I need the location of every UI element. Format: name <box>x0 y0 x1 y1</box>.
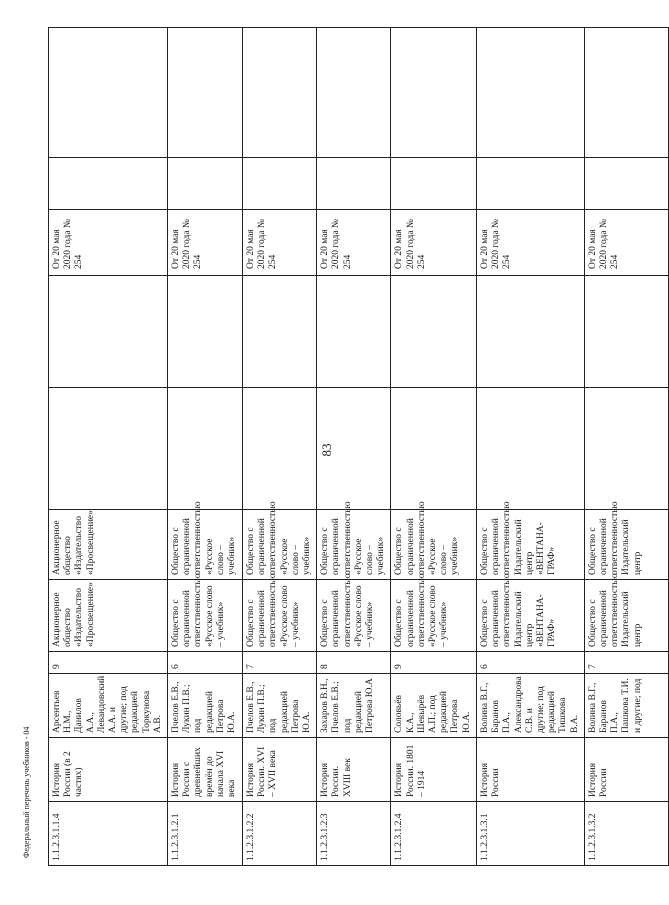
table-row <box>476 28 584 866</box>
cell-authors: Пчелов Е.В., Лукин П.В.; под редакцией Петрова Ю.А. <box>168 674 243 738</box>
cell-empty <box>243 388 317 510</box>
cell-empty <box>476 28 584 158</box>
cell-empty <box>317 276 391 388</box>
table-row <box>243 28 317 866</box>
cell-empty <box>391 158 476 210</box>
cell-date: От 20 мая 2020 года № 254 <box>317 210 391 276</box>
cell-publisher-org: Общество с ограниченной ответственностью Издательский центр <box>584 510 668 580</box>
cell-authors: Арсентьев Н.М., Данилов А.А., Левандовский А.А. и другие; под редакцией Торкунова А.В. <box>49 674 168 738</box>
cell-code: 1.1.2.3.1.2.1 <box>168 802 243 866</box>
textbook-table <box>48 27 669 866</box>
cell-publisher-org: Общество с ограниченной ответственностью «Русское слово – учебник» <box>391 510 476 580</box>
cell-title: История России (в 2 частях) <box>49 738 168 802</box>
cell-empty <box>317 388 391 510</box>
cell-empty <box>391 276 476 388</box>
cell-date: От 20 мая 2020 года № 254 <box>49 210 168 276</box>
cell-authors: Волина В.Г., Баранов П.А., Пашкова Т.И. и другие; под <box>584 674 668 738</box>
cell-grade: 7 <box>584 652 668 674</box>
cell-empty <box>584 28 668 158</box>
cell-empty <box>317 158 391 210</box>
rotated-table-canvas <box>48 32 643 866</box>
cell-publisher: Общество с ограниченной ответственностью «Русское слово – учебник» <box>391 580 476 652</box>
table-row <box>584 28 668 866</box>
cell-empty <box>49 276 168 388</box>
table-row <box>317 28 391 866</box>
cell-grade: 9 <box>391 652 476 674</box>
cell-empty <box>584 276 668 388</box>
cell-empty <box>168 388 243 510</box>
cell-empty <box>584 388 668 510</box>
cell-date: От 20 мая 2020 года № 254 <box>243 210 317 276</box>
cell-publisher: Акционерное общество «Издательство «Просвещение» <box>49 580 168 652</box>
cell-date: От 20 мая 2020 года № 254 <box>391 210 476 276</box>
cell-title: История России <box>584 738 668 802</box>
cell-empty <box>49 28 168 158</box>
cell-title: История России. XVIII век <box>317 738 391 802</box>
cell-publisher-org: Общество с ограниченной ответственностью «Русское слово – учебник» <box>168 510 243 580</box>
cell-publisher-org: Акционерное общество «Издательство «Просвещение» <box>49 510 168 580</box>
cell-publisher: Общество с ограниченной ответственностью «Русское слово – учебник» <box>168 580 243 652</box>
cell-title: История России. XVI – XVII века <box>243 738 317 802</box>
cell-empty <box>391 388 476 510</box>
cell-grade: 8 <box>317 652 391 674</box>
cell-publisher: Общество с ограниченной ответственностью «Русское слово – учебник» <box>317 580 391 652</box>
cell-grade: 6 <box>476 652 584 674</box>
cell-grade: 7 <box>243 652 317 674</box>
cell-empty <box>584 158 668 210</box>
cell-grade: 9 <box>49 652 168 674</box>
cell-authors: Соловьёв К.А., Шевырёв А.П.; под редакцией Петрова Ю.А. <box>391 674 476 738</box>
table-row <box>168 28 243 866</box>
cell-title: История России <box>476 738 584 802</box>
cell-publisher: Общество с ограниченной ответственностью «Русское слово – учебник» <box>243 580 317 652</box>
cell-grade: 6 <box>168 652 243 674</box>
cell-code: 1.1.2.3.1.2.3 <box>317 802 391 866</box>
cell-publisher: Общество с ограниченной ответственностью Издательский центр «ВЕНТАНА-ГРАФ» <box>476 580 584 652</box>
page-number: 83 <box>319 443 334 457</box>
cell-empty <box>476 276 584 388</box>
cell-empty <box>168 158 243 210</box>
cell-empty <box>168 28 243 158</box>
cell-date: От 20 мая 2020 года № 254 <box>168 210 243 276</box>
table-row <box>391 28 476 866</box>
cell-publisher: Общество с ограниченной ответственностью Издательский центр <box>584 580 668 652</box>
cell-code: 1.1.2.3.1.2.2 <box>243 802 317 866</box>
cell-empty <box>49 158 168 210</box>
cell-authors: Волина В.Г., Баранов П.А., Александрова С.В. и другие; под редакцией Тишкова В.А. <box>476 674 584 738</box>
cell-empty <box>243 28 317 158</box>
cell-empty <box>476 388 584 510</box>
cell-title: История России. 1801 – 1914 <box>391 738 476 802</box>
cell-date: От 20 мая 2020 года № 254 <box>476 210 584 276</box>
cell-code: 1.1.2.3.1.2.4 <box>391 802 476 866</box>
cell-empty <box>317 28 391 158</box>
cell-empty <box>476 158 584 210</box>
cell-publisher-org: Общество с ограниченной ответственностью «Русское слово – учебник» <box>317 510 391 580</box>
cell-code: 1.1.2.3.1.3.1 <box>476 802 584 866</box>
cell-empty <box>391 28 476 158</box>
cell-empty <box>243 158 317 210</box>
cell-authors: Пчелов Е.В., Лукин П.В.; под редакцией Петрова Ю.А. <box>243 674 317 738</box>
cell-authors: Захаров В.Н., Пчелов Е.В.; под редакцией Петрова Ю.А <box>317 674 391 738</box>
cell-empty <box>49 388 168 510</box>
cell-empty <box>243 276 317 388</box>
table-row <box>49 28 168 866</box>
cell-title: История России с древнейших времён до начала XVI века <box>168 738 243 802</box>
footer-text: Федеральный перечень учебников - 04 <box>22 726 31 858</box>
cell-date: От 20 мая 2020 года № 254 <box>584 210 668 276</box>
cell-code: 1.1.2.3.1.3.2 <box>584 802 668 866</box>
cell-publisher-org: Общество с ограниченной ответственностью «Русское слово – учебник» <box>243 510 317 580</box>
cell-empty <box>168 276 243 388</box>
cell-publisher-org: Общество с ограниченной ответственностью Издательский центр «ВЕНТАНА-ГРАФ» <box>476 510 584 580</box>
cell-code: 1.1.2.3.1.1.4 <box>49 802 168 866</box>
